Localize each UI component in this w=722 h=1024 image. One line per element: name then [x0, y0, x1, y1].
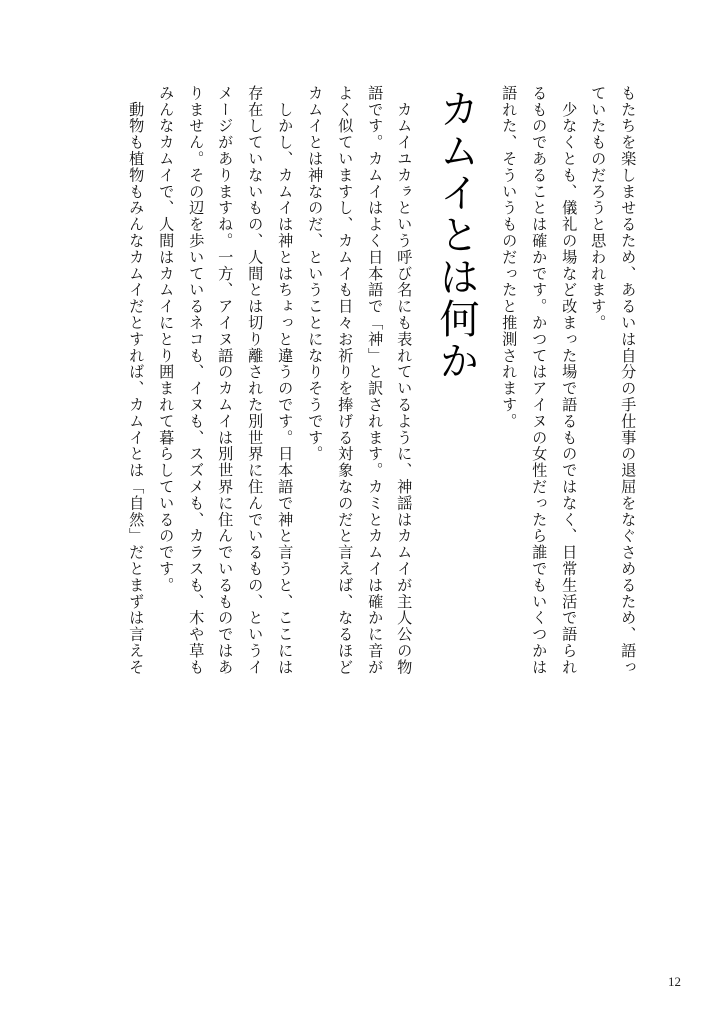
text-column: るものであることは確かです。かつてはアイヌの女性だったら誰でもいくつかは: [530, 85, 549, 676]
text-column: ていたものだろうと思われます。: [589, 85, 608, 331]
text-column: みんなカムイで、人間はカムイにとり囲まれて暮らしているのです。: [157, 85, 176, 594]
text-column: しかし、カムイは神とはちょっと違うのです。日本語で神と言うと、ここには: [276, 85, 295, 676]
text-column: もたちを楽しませるため、あるいは自分の手仕事の退屈をなぐさめるため、語っ: [619, 85, 638, 676]
text-column: りません。その辺を歩いているネコも、イヌも、スズメも、カラスも、木や草も: [187, 85, 206, 676]
text-column: 語れた、そういうものだったと推測されます。: [500, 85, 519, 430]
text-column: 語です。カムイはよく日本語で「神」と訳されます。カミとカムイは確かに音が: [366, 85, 385, 676]
text-column: 少なくとも、儀礼の場など改まった場で語るものではなく、日常生活で語られ: [560, 85, 579, 676]
text-column: 動物も植物もみんなカムイだとすれば、カムイとは「自然」だとまずは言えそ: [127, 85, 146, 676]
text-column: 存在していないもの、人間とは切り離された別世界に住んでいるもの、というイ: [246, 85, 265, 676]
page-number: 12: [668, 974, 681, 989]
section-heading: カムイとは何か: [433, 88, 479, 382]
text-column: メージがありますね。一方、アイヌ語のカムイは別世界に住んでいるものではあ: [216, 85, 235, 676]
text-column: カムイとは神なのだ、ということになりそうです。: [306, 85, 325, 463]
text-column: よく似ていますし、カムイも日々お祈りを捧げる対象なのだと言えば、なるほど: [336, 85, 355, 676]
text-column: カムイユカㇻという呼び名にも表れているように、神謡はカムイが主人公の物: [395, 85, 414, 676]
